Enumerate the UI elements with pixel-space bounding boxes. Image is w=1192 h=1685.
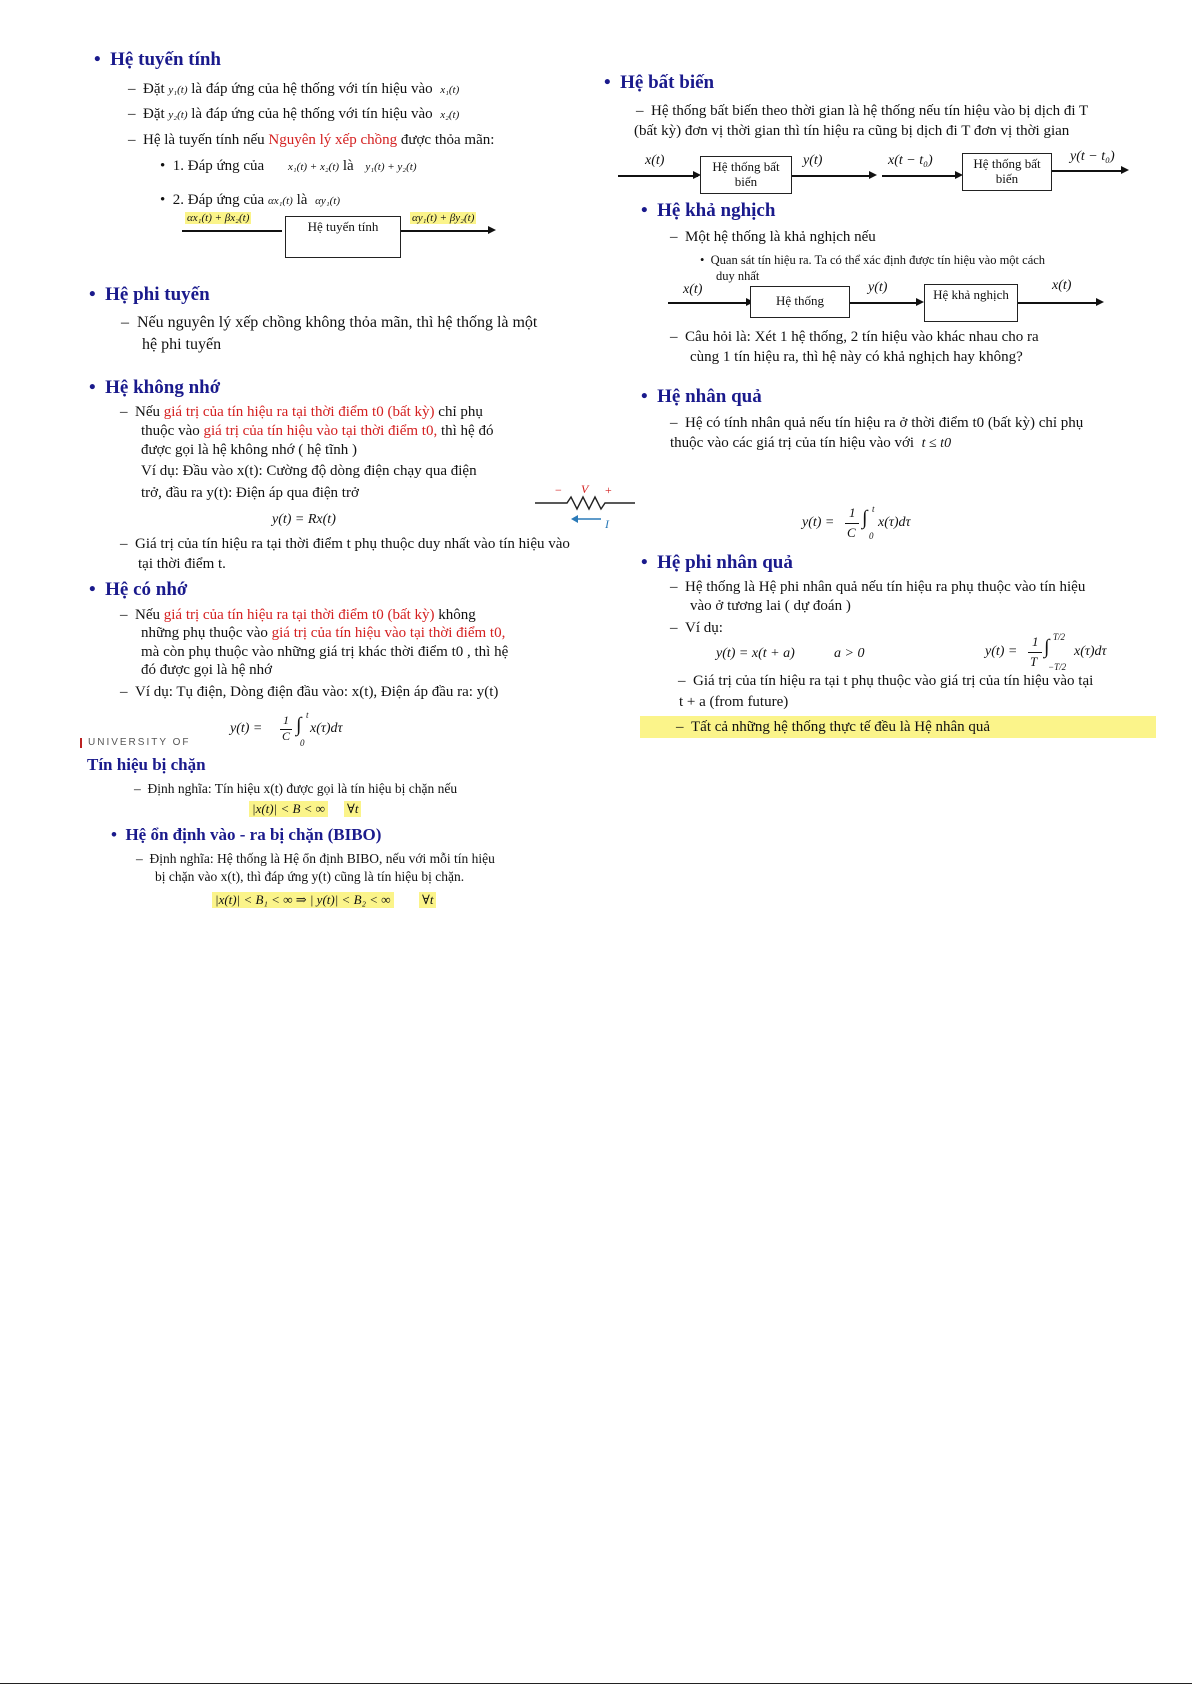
inv-mid: y(t): [868, 280, 888, 295]
arrow-icon: [1096, 298, 1104, 306]
linear-heading-text: Hệ tuyến tính: [110, 49, 222, 70]
inv-line-out: [1018, 302, 1098, 304]
memory-equation: [230, 712, 370, 752]
ti-d2-line-in: [882, 175, 959, 177]
ti-d2-output: y(t − t₀): [1070, 149, 1115, 164]
memory-p4: đó được gọi là hệ nhớ: [141, 662, 273, 678]
text: Định nghĩa: Tín hiệu x(t) được gọi là tín hiệu bị chặn nếu: [147, 781, 458, 796]
text: Hệ có tính nhân quả nếu tín hiệu ra ở thời điểm t0 (bất kỳ) chỉ phụ: [685, 415, 1084, 431]
eq-num: 1: [283, 713, 289, 727]
bounded-heading: Tín hiệu bị chặn: [87, 755, 206, 774]
text: Đặt: [143, 106, 165, 122]
invertible-q2: cùng 1 tín hiệu ra, thì hệ này có khả nghịch hay không?: [690, 349, 1023, 365]
red-text: giá trị của tín hiệu vào tại thời điểm t0,: [203, 423, 438, 439]
bounded-def: – Định nghĩa: Tín hiệu x(t) được gọi là tín hiệu bị chặn nếu: [134, 781, 458, 796]
invertible-heading-text: Hệ khả nghịch: [657, 200, 776, 221]
eq-body: x(τ)dτ: [310, 721, 343, 736]
eq-num: 1: [1032, 634, 1039, 649]
eq-den: C: [847, 525, 856, 540]
inv-system-box: [750, 286, 850, 318]
linear-cond-1: • 1. Đáp ứng của x₁(t) + x₂(t) là y₁(t) + y₂(t): [160, 158, 417, 174]
ti-d2-line-out: [1052, 170, 1122, 172]
inv-output: x(t): [1052, 278, 1072, 293]
bullet: •: [111, 825, 126, 844]
bibo-condition: |x(t)| < B₁ < ∞ ⇒ | y(t)| < B₂ < ∞: [212, 892, 394, 908]
math: y₁(t): [168, 84, 188, 96]
math: y₁(t) + y₂(t): [365, 161, 417, 173]
math: αy₁(t): [315, 195, 341, 207]
arrow-icon: [488, 226, 496, 234]
res-i: I: [605, 517, 609, 531]
noncausal-eq2: [985, 632, 1135, 676]
arrow-icon: [869, 171, 877, 179]
bullet: •: [89, 579, 106, 600]
nonlinear-heading-text: Hệ phi tuyến: [105, 284, 210, 305]
math: t ≤ t0: [921, 436, 952, 451]
text: là: [342, 158, 354, 174]
eq-lo: 0: [869, 531, 874, 541]
memoryless-p2: [141, 422, 493, 441]
text: thì hệ đó: [440, 423, 494, 439]
page-bottom-rule: [0, 1683, 1192, 1684]
bibo-heading: [111, 825, 381, 845]
math: x₁(t) + x₂(t): [287, 161, 340, 173]
bullet: •: [94, 49, 111, 70]
memoryless-p5: trở, đầu ra y(t): Điện áp qua điện trở: [141, 485, 359, 501]
ti-d1-line-out: [792, 175, 870, 177]
memory-p1: – Nếu giá trị của tín hiệu ra tại thời điểm t0 (bất kỳ) không: [120, 607, 476, 623]
math: αx₁(t): [267, 195, 293, 207]
text: được thỏa mãn:: [400, 132, 495, 148]
linear-line-3: – Hệ là tuyến tính nếu Nguyên lý xếp chồng được thỏa mãn:: [128, 132, 495, 148]
text: thuộc vào: [141, 423, 200, 439]
bounded-forall: ∀t: [344, 801, 361, 817]
text: Một hệ thống là khả nghịch nếu: [685, 229, 876, 245]
memory-p5: – Ví dụ: Tụ điện, Dòng điện đầu vào: x(t), Điện áp đầu ra: y(t): [120, 684, 499, 700]
bibo-def-2: bị chặn vào x(t), thì đáp ứng y(t) cũng là tín hiệu bị chặn.: [155, 869, 465, 884]
red-text: giá trị của tín hiệu ra tại thời điểm t0 (bất kỳ): [163, 607, 435, 623]
ti-heading-text: Hệ bất biến: [620, 72, 715, 93]
text: là đáp ứng của hệ thống với tín hiệu vào: [191, 81, 433, 97]
nonlinear-heading: [89, 284, 210, 306]
causal-p2: [670, 434, 951, 453]
university-bar: [80, 738, 82, 748]
red-text: giá trị của tín hiệu vào tại thời điểm t0,: [271, 625, 506, 641]
nonlinear-text-2: hệ phi tuyến: [142, 336, 222, 353]
eq-up: T/2: [1053, 632, 1066, 642]
bullet: •: [89, 284, 106, 305]
linear-system-box: [285, 216, 401, 258]
noncausal-p1: – Hệ thống là Hệ phi nhân quả nếu tín hiệu ra phụ thuộc vào tín hiệu: [670, 579, 1086, 595]
eq-lo: 0: [300, 738, 305, 748]
eq-up: t: [872, 504, 875, 514]
eq-lhs: y(t) =: [985, 644, 1018, 659]
invertible-q1: – Câu hỏi là: Xét 1 hệ thống, 2 tín hiệu vào khác nhau cho ra: [670, 329, 1039, 345]
eq-body: x(τ)dτ: [878, 515, 911, 530]
bibo-heading-text: Hệ ổn định vào - ra bị chặn (BIBO): [125, 825, 382, 844]
memoryless-p3: được gọi là hệ không nhớ ( hệ tĩnh ): [141, 442, 358, 458]
box-label: Hệ thống: [775, 293, 825, 308]
text: Đặt: [143, 81, 165, 97]
ti-system-box-2: [962, 153, 1052, 191]
bibo-def-1: – Định nghĩa: Hệ thống là Hệ ổn định BIBO, nếu với mỗi tín hiệu: [136, 851, 495, 866]
memoryless-p6: – Giá trị của tín hiệu ra tại thời điểm t phụ thuộc duy nhất vào tín hiệu vào: [120, 536, 570, 552]
linear-diag-output: αy₁(t) + βy₂(t): [412, 212, 475, 224]
linear-line-2: – Đặt y₂(t) là đáp ứng của hệ thống với tín hiệu vào x₂(t): [128, 106, 460, 122]
inv-inverse-box: [924, 284, 1018, 322]
ti-p1: – Hệ thống bất biến theo thời gian là hệ thống nếu tín hiệu vào bị dịch đi T: [636, 103, 1089, 119]
text: Giá trị của tín hiệu ra tại t phụ thuộc vào giá trị của tín hiệu vào tại: [693, 673, 1094, 689]
text: Hệ thống bất biến theo thời gian là hệ thống nếu tín hiệu vào bị dịch đi T: [651, 103, 1089, 119]
math: x₁(t): [440, 84, 460, 96]
eq-den: T: [1030, 654, 1038, 669]
inv-line-in: [668, 302, 750, 304]
eq-frac-bar: [845, 523, 859, 524]
university-label: UNIVERSITY OF: [88, 737, 191, 748]
bullet: •: [641, 552, 658, 573]
bullet: •: [641, 386, 658, 407]
invertible-p2: • Quan sát tín hiệu ra. Ta có thể xác định được tín hiệu vào một cách: [700, 253, 1046, 267]
text: Giá trị của tín hiệu ra tại thời điểm t phụ thuộc duy nhất vào tín hiệu vào: [135, 536, 570, 552]
ti-d2-input: x(t − t₀): [888, 153, 933, 168]
linear-diag-input: αx₁(t) + βx₂(t): [187, 212, 250, 224]
noncausal-p4: t + a (from future): [679, 694, 789, 710]
math: x₂(t): [440, 109, 460, 121]
text: Câu hỏi là: Xét 1 hệ thống, 2 tín hiệu vào khác nhau cho ra: [685, 329, 1039, 345]
res-plus: +: [605, 483, 612, 497]
causal-p1: – Hệ có tính nhân quả nếu tín hiệu ra ở thời điểm t0 (bất kỳ) chỉ phụ: [670, 415, 1084, 431]
math: y₂(t): [168, 109, 188, 121]
resistor-icon: [535, 481, 635, 531]
box-label: Hệ khả nghịch: [933, 287, 1009, 302]
box-label: Hệ thống bất biến: [973, 156, 1041, 186]
causal-heading-text: Hệ nhân quả: [657, 386, 762, 407]
ti-d1-line-in: [618, 175, 698, 177]
memoryless-p7: tại thời điểm t.: [138, 556, 226, 572]
bullet: •: [641, 200, 658, 221]
invertible-heading: [641, 200, 775, 222]
eq-den: C: [282, 729, 291, 743]
text: Hệ là tuyến tính nếu: [143, 132, 265, 148]
text: 2. Đáp ứng của: [172, 192, 265, 208]
memoryless-equation: y(t) = Rx(t): [272, 512, 336, 527]
eq-frac-bar: [1028, 652, 1042, 653]
memoryless-heading-text: Hệ không nhớ: [105, 377, 221, 398]
text: Nếu: [135, 404, 160, 420]
noncausal-eq1: y(t) = x(t + a): [716, 646, 795, 661]
text: Ví dụ:: [685, 620, 723, 636]
text: Hệ thống là Hệ phi nhân quả nếu tín hiệu ra phụ thuộc vào tín hiệu: [685, 579, 1086, 595]
res-minus: −: [555, 483, 562, 497]
inv-input: x(t): [683, 282, 703, 297]
noncausal-note: – Tất cả những hệ thống thực tế đều là Hệ nhân quả: [640, 716, 1156, 738]
text: 1. Đáp ứng của: [172, 158, 265, 174]
box-label: Hệ thống bất biến: [712, 159, 780, 189]
arrow-icon: [916, 298, 924, 306]
res-v: V: [581, 482, 589, 496]
text: Nếu: [135, 607, 160, 623]
text: thuộc vào các giá trị của tín hiệu vào với: [670, 435, 915, 451]
eq-int: ∫: [862, 507, 868, 529]
bullet: •: [89, 377, 106, 398]
memory-p2: [141, 624, 505, 643]
eq-lhs: y(t) =: [802, 515, 835, 530]
text: chỉ phụ: [438, 404, 483, 420]
memoryless-heading: [89, 377, 220, 399]
eq-num: 1: [849, 505, 856, 520]
noncausal-heading: [641, 552, 793, 574]
ti-d1-output: y(t): [803, 153, 823, 168]
ti-d1-input: x(t): [645, 153, 665, 168]
text: Quan sát tín hiệu ra. Ta có thể xác định được tín hiệu vào một cách: [710, 253, 1046, 267]
noncausal-eq1-cond: a > 0: [834, 646, 865, 661]
linear-cond-2: • 2. Đáp ứng của αx₁(t) là αy₁(t): [160, 192, 341, 208]
eq-int: ∫: [1044, 636, 1050, 658]
nonlinear-text-1: – Nếu nguyên lý xếp chồng không thỏa mãn, thì hệ thống là một: [121, 314, 538, 331]
memory-heading: [89, 579, 187, 601]
eq-int: ∫: [296, 714, 302, 736]
causal-heading: [641, 386, 762, 408]
resistor-zigzag-icon: [535, 495, 635, 511]
text: Tất cả những hệ thống thực tế đều là Hệ nhân quả: [691, 719, 991, 735]
invertible-p1: – Một hệ thống là khả nghịch nếu: [670, 229, 876, 245]
red-text: giá trị của tín hiệu ra tại thời điểm t0 (bất kỳ): [163, 404, 435, 420]
box-label: Hệ tuyến tính: [307, 219, 379, 234]
memory-heading-text: Hệ có nhớ: [105, 579, 188, 600]
noncausal-p3: – Giá trị của tín hiệu ra tại t phụ thuộc vào giá trị của tín hiệu vào tại: [678, 673, 1094, 689]
current-arrow-icon: [571, 514, 601, 524]
linear-diag-line-out: [401, 230, 489, 232]
ti-p2: (bất kỳ) đơn vị thời gian thì tín hiệu ra cũng bị dịch đi T đơn vị thời gian: [634, 123, 1070, 139]
eq-lhs: y(t) =: [230, 721, 263, 736]
arrow-icon: [1121, 166, 1129, 174]
text: là đáp ứng của hệ thống với tín hiệu vào: [191, 106, 433, 122]
linear-diag-line-in: [182, 230, 282, 232]
ti-system-box-1: [700, 156, 792, 194]
eq-body: x(τ)dτ: [1074, 644, 1107, 659]
text: Nếu nguyên lý xếp chồng không thỏa mãn, thì hệ thống là một: [137, 314, 538, 331]
memoryless-p1: – Nếu giá trị của tín hiệu ra tại thời điểm t0 (bất kỳ) chỉ phụ: [120, 404, 483, 420]
text: là: [296, 192, 308, 208]
noncausal-p2: vào ở tương lai ( dự đoán ): [690, 598, 851, 614]
inv-line-mid: [850, 302, 920, 304]
invertible-p3: duy nhất: [716, 269, 760, 283]
text: những phụ thuộc vào: [141, 625, 268, 641]
noncausal-heading-text: Hệ phi nhân quả: [657, 552, 793, 573]
bullet: •: [604, 72, 621, 93]
noncausal-example: – Ví dụ:: [670, 620, 723, 636]
text: Ví dụ: Tụ điện, Dòng điện đầu vào: x(t), Điện áp đầu ra: y(t): [135, 684, 499, 700]
text: không: [438, 607, 476, 623]
linear-heading: [94, 49, 221, 71]
memory-p3: mà còn phụ thuộc vào những giá trị khác thời điểm t0 , thì hệ: [141, 644, 509, 660]
bibo-forall: ∀t: [419, 892, 436, 908]
bounded-condition: |x(t)| < B < ∞: [249, 801, 328, 817]
eq-up: t: [306, 710, 309, 720]
red-text: Nguyên lý xếp chồng: [268, 132, 398, 148]
linear-line-1: – Đặt y₁(t) là đáp ứng của hệ thống với tín hiệu vào x₁(t): [128, 81, 460, 97]
causal-equation: [802, 505, 942, 547]
memoryless-p4: Ví dụ: Đầu vào x(t): Cường độ dòng điện chạy qua điện: [141, 463, 477, 479]
eq-lo: −T/2: [1048, 662, 1067, 672]
ti-heading: [604, 72, 714, 94]
text: Định nghĩa: Hệ thống là Hệ ổn định BIBO, nếu với mỗi tín hiệu: [149, 851, 495, 866]
